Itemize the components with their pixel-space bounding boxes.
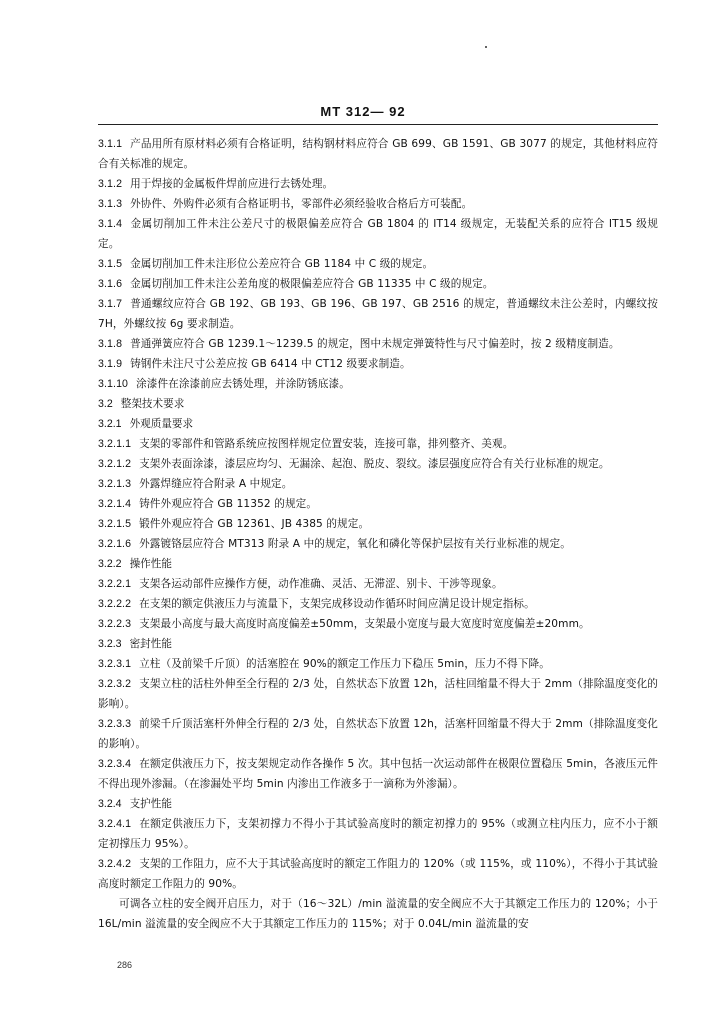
clause-text: 在额定供液压力下，支架初撑力不得小于其试验高度时的额定初撑力的 95%（或测立柱内压力，应不小于额定初撑压力 95%）。 xyxy=(98,818,658,850)
clause-number: 3.1.5 xyxy=(98,258,123,270)
clause-text: 操作性能 xyxy=(129,558,172,570)
clause-paragraph xyxy=(98,534,658,554)
clause-number: 3.2.1.6 xyxy=(98,538,132,550)
clause-number: 3.2.4 xyxy=(98,798,122,810)
clause-paragraph xyxy=(98,814,658,854)
clause-text: 产品用所有原材料必须有合格证明，结构钢材料应符合 GB 699、GB 1591、GB 3077 的规定，其他材料应符合有关标准的规定。 xyxy=(98,138,658,170)
clause-paragraph xyxy=(98,254,658,274)
section-heading xyxy=(98,394,658,414)
clause-text: 铸钢件未注尺寸公差应按 GB 6414 中 CT12 级要求制造。 xyxy=(130,358,411,370)
body-paragraph xyxy=(98,894,658,934)
clause-text: 支护性能 xyxy=(129,798,172,810)
clause-number: 3.1.4 xyxy=(98,218,123,230)
clause-number: 3.2.1.5 xyxy=(98,518,132,530)
clause-text: 在额定供液压力下，按支架规定动作各操作 5 次。其中包括一次运动部件在极限位置稳压 5min，各液压元件不得出现外渗漏。（在渗漏处平均 5min 内渗出工作液多于一滴称为外渗漏）。 xyxy=(98,758,658,790)
clause-text: 普通弹簧应符合 GB 1239.1～1239.5 的规定，图中未规定弹簧特性与尺寸偏差时，按 2 级精度制造。 xyxy=(130,338,620,350)
clause-number: 3.2.4.2 xyxy=(98,858,132,870)
clause-paragraph xyxy=(98,854,658,894)
clause-paragraph xyxy=(98,214,658,254)
clause-text: 外露镀铬层应符合 MT313 附录 A 中的规定，氧化和磷化等保护层按有关行业标准的规定。 xyxy=(139,538,571,550)
clause-number: 3.1.6 xyxy=(98,278,123,290)
clause-number: 3.2.2 xyxy=(98,558,122,570)
clause-paragraph xyxy=(98,674,658,714)
scan-speck xyxy=(485,46,487,48)
clause-number: 3.1.9 xyxy=(98,358,123,370)
page-header-title: MT 312— 92 xyxy=(320,104,406,119)
clause-number: 3.2.1.1 xyxy=(98,438,132,450)
clause-number: 3.2.1.3 xyxy=(98,478,132,490)
clause-text: 金属切削加工件未注公差尺寸的极限偏差应符合 GB 1804 的 IT14 级规定，无装配关系的应符合 IT15 级规定。 xyxy=(98,218,658,250)
clause-number: 3.2.1.2 xyxy=(98,458,132,470)
clause-text: 普通螺纹应符合 GB 192、GB 193、GB 196、GB 197、GB 2516 的规定，普通螺纹未注公差时，内螺纹按 7H，外螺纹按 6g 要求制造。 xyxy=(98,298,658,330)
clause-text: 密封性能 xyxy=(129,638,172,650)
clause-number: 3.1.2 xyxy=(98,178,123,190)
clause-text: 锻件外观应符合 GB 12361、JB 4385 的规定。 xyxy=(139,518,370,530)
clause-paragraph xyxy=(98,294,658,334)
section-heading xyxy=(98,414,658,434)
clause-paragraph xyxy=(98,754,658,794)
clause-number: 3.1.3 xyxy=(98,198,123,210)
clause-paragraph xyxy=(98,474,658,494)
clause-number: 3.1.7 xyxy=(98,298,123,310)
clause-number: 3.2.2.1 xyxy=(98,578,132,590)
clause-paragraph xyxy=(98,434,658,454)
clause-paragraph xyxy=(98,274,658,294)
clause-text: 铸件外观应符合 GB 11352 的规定。 xyxy=(139,498,318,510)
clause-paragraph xyxy=(98,174,658,194)
clause-number: 3.2.3.1 xyxy=(98,658,132,670)
clause-text: 可调各立柱的安全阀开启压力，对于（16～32L）/min 溢流量的安全阀应不大于其额定工作压力的 120%；小于 16L/min 溢流量的安全阀应不大于其额定工作压力的 115%；对于 0.04L/min 溢流量的安 xyxy=(98,898,658,930)
clause-paragraph xyxy=(98,574,658,594)
clause-paragraph xyxy=(98,354,658,374)
clause-text: 涂漆件在涂漆前应去锈处理，并涂防锈底漆。 xyxy=(136,378,350,390)
clause-text: 在支架的额定供液压力与流量下，支架完成移设动作循环时间应满足设计规定指标。 xyxy=(139,598,535,610)
clause-text: 前梁千斤顶活塞杆外伸全行程的 2/3 处，自然状态下放置 12h，活塞杆回缩量不得大于 2mm（排除温度变化的影响）。 xyxy=(98,718,658,750)
clause-text: 外露焊缝应符合附录 A 中规定。 xyxy=(139,478,293,490)
clause-paragraph xyxy=(98,594,658,614)
clause-paragraph xyxy=(98,454,658,474)
section-heading xyxy=(98,634,658,654)
page-number: 286 xyxy=(117,960,133,970)
clause-number: 3.2.1 xyxy=(98,418,122,430)
clause-number: 3.2.4.1 xyxy=(98,818,132,830)
clause-number: 3.1.1 xyxy=(98,138,123,150)
clause-text: 金属切削加工件未注公差角度的极限偏差应符合 GB 11335 中 C 级的规定。 xyxy=(130,278,494,290)
clause-number: 3.2 xyxy=(98,398,113,410)
clause-text: 支架立柱的活柱外伸至全行程的 2/3 处，自然状态下放置 12h，活柱回缩量不得大于 2mm（排除温度变化的影响）。 xyxy=(98,678,658,710)
clause-paragraph xyxy=(98,374,658,394)
clause-text: 整架技术要求 xyxy=(120,398,185,410)
clause-paragraph xyxy=(98,334,658,354)
clause-number: 3.2.3 xyxy=(98,638,122,650)
clause-number: 3.2.2.3 xyxy=(98,618,132,630)
clause-text: 支架外表面涂漆，漆层应均匀、无漏涂、起泡、脱皮、裂纹。漆层强度应符合有关行业标准的规定。 xyxy=(139,458,610,470)
clause-number: 3.1.8 xyxy=(98,338,123,350)
clause-text: 用于焊接的金属板件焊前应进行去锈处理。 xyxy=(130,178,334,190)
clause-text: 金属切削加工件未注形位公差应符合 GB 1184 中 C 级的规定。 xyxy=(130,258,434,270)
section-heading xyxy=(98,554,658,574)
clause-number: 3.2.3.4 xyxy=(98,758,132,770)
section-heading xyxy=(98,794,658,814)
clause-text: 立柱（及前梁千斤顶）的活塞腔在 90%的额定工作压力下稳压 5min，压力不得下降。 xyxy=(139,658,550,670)
clause-text: 外观质量要求 xyxy=(129,418,194,430)
clause-paragraph xyxy=(98,494,658,514)
clause-paragraph xyxy=(98,714,658,754)
clause-paragraph xyxy=(98,514,658,534)
header-rule xyxy=(98,124,658,125)
clause-number: 3.1.10 xyxy=(98,378,129,390)
clause-number: 3.2.3.2 xyxy=(98,678,132,690)
clause-number: 3.2.2.2 xyxy=(98,598,132,610)
clause-text: 支架的零部件和管路系统应按图样规定位置安装，连接可靠，排列整齐、美观。 xyxy=(139,438,514,450)
clause-paragraph xyxy=(98,614,658,634)
clause-paragraph xyxy=(98,134,658,174)
clause-paragraph xyxy=(98,654,658,674)
document-body xyxy=(98,134,658,934)
clause-text: 支架各运动部件应操作方便，动作准确、灵活、无滞涩、别卡、干涉等现象。 xyxy=(139,578,503,590)
clause-text: 外协件、外购件必须有合格证明书，零部件必须经验收合格后方可装配。 xyxy=(130,198,473,210)
clause-number: 3.2.3.3 xyxy=(98,718,132,730)
clause-text: 支架最小高度与最大高度时高度偏差±50mm，支架最小宽度与最大宽度时宽度偏差±20mm。 xyxy=(139,618,590,630)
clause-paragraph xyxy=(98,194,658,214)
clause-number: 3.2.1.4 xyxy=(98,498,132,510)
clause-text: 支架的工作阻力，应不大于其试验高度时的额定工作阻力的 120%（或 115%，或 110%），不得小于其试验高度时额定工作阻力的 90%。 xyxy=(98,858,658,890)
